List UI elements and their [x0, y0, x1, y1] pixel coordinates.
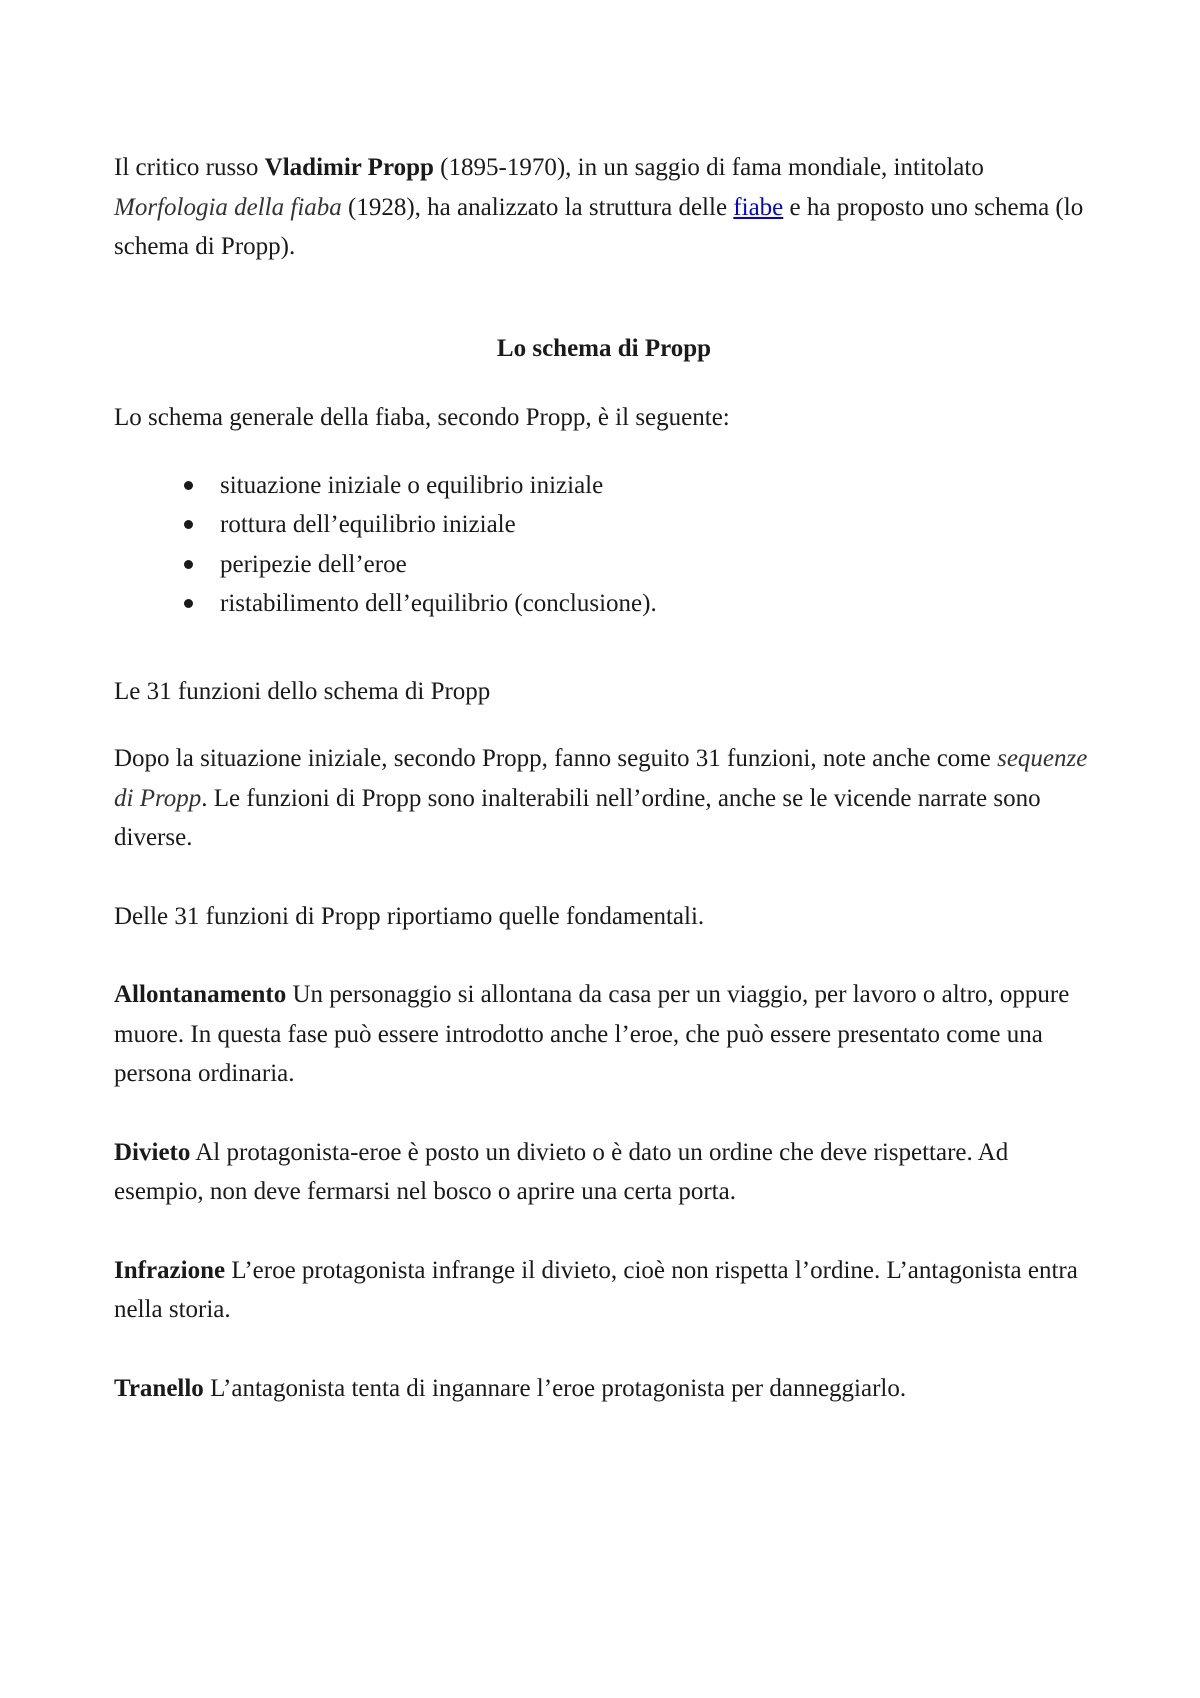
- emphasis-text: sequenze di Propp: [114, 745, 1088, 812]
- functions-intro-paragraph: [114, 739, 1094, 858]
- author-name: Vladimir Propp: [264, 154, 434, 181]
- document-page: [114, 148, 1094, 1447]
- schema-list: [114, 466, 1094, 624]
- function-tranello: [114, 1369, 1094, 1409]
- function-term: Infrazione: [114, 1256, 226, 1284]
- bullet-icon: [184, 599, 193, 608]
- function-infrazione: [114, 1251, 1094, 1330]
- function-description: Al protagonista-eroe è posto un divieto o è dato un ordine che deve rispettare. Ad esempio, non deve fermarsi nel bosco o aprire una certa porta.: [114, 1138, 1009, 1205]
- paragraph-text: Dopo la situazione iniziale, secondo Propp, fanno seguito 31 funzioni, note anche come: [114, 745, 998, 772]
- paragraph-text: . Le funzioni di Propp sono inalterabili nell’ordine, anche se le vicende narrate sono diverse.: [114, 784, 1041, 851]
- function-term: Divieto: [114, 1138, 191, 1166]
- list-item: [184, 505, 1094, 545]
- function-allontanamento: [114, 975, 1094, 1094]
- book-title: Morfologia della fiaba: [114, 193, 342, 221]
- list-item: [184, 545, 1094, 585]
- intro-text: (1928), ha analizzato la struttura delle: [341, 193, 734, 221]
- bullet-icon: [184, 520, 193, 529]
- function-description: L’antagonista tenta di ingannare l’eroe protagonista per danneggiarlo.: [203, 1374, 907, 1402]
- list-item: [184, 466, 1094, 506]
- bullet-icon: [184, 560, 193, 569]
- function-term: Tranello: [114, 1374, 204, 1402]
- intro-text: Il critico russo: [114, 154, 265, 181]
- list-item-text: rottura dell’equilibrio iniziale: [220, 511, 516, 538]
- list-item: [184, 584, 1094, 624]
- function-description: Un personaggio si allontana da casa per un viaggio, per lavoro o altro, oppure muore. In questa fase può essere introdotto anche l’eroe, che può essere presentato come una persona ordinaria.: [114, 981, 1070, 1087]
- functions-subheading: Le 31 funzioni dello schema di Propp: [114, 677, 491, 705]
- fiabe-link[interactable]: fiabe: [733, 193, 784, 221]
- function-description: L’eroe protagonista infrange il divieto, cioè non rispetta l’ordine. L’antagonista entra nella storia.: [114, 1256, 1078, 1323]
- function-divieto: [114, 1133, 1094, 1212]
- function-term: Allontanamento: [114, 981, 287, 1008]
- fundamentals-paragraph: Delle 31 funzioni di Propp riportiamo quelle fondamentali.: [114, 902, 705, 930]
- list-item-text: peripezie dell’eroe: [220, 550, 407, 578]
- list-item-text: situazione iniziale o equilibrio iniziale: [220, 471, 604, 499]
- schema-lead: Lo schema generale della fiaba, secondo Propp, è il seguente:: [114, 404, 730, 431]
- list-item-text: ristabilimento dell’equilibrio (conclusione).: [220, 590, 657, 617]
- intro-text: e ha proposto uno schema (lo schema di Propp).: [114, 193, 1084, 260]
- section-heading: Lo schema di Propp: [496, 334, 712, 362]
- intro-paragraph: [114, 148, 1094, 267]
- intro-text: (1895-1970), in un saggio di fama mondiale, intitolato: [433, 154, 984, 181]
- bullet-icon: [184, 481, 193, 490]
